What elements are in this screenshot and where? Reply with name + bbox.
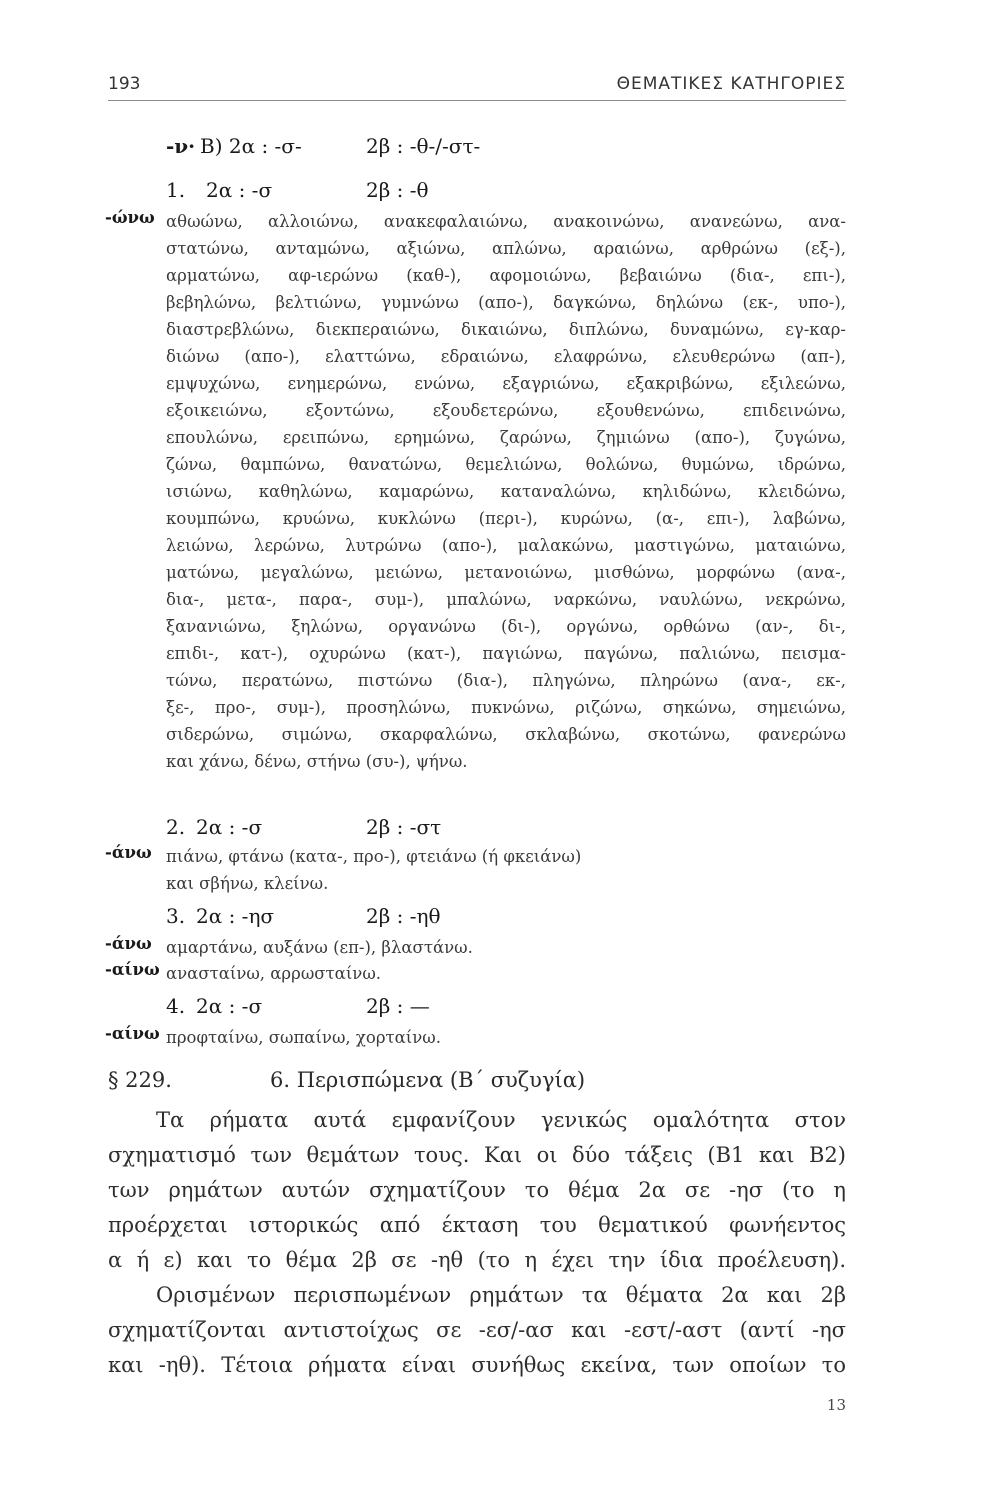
verb-line: επουλώνω, ερειπώνω, ερημώνω, ζαρώνω, ζημιώνω (απο-), ζυγώνω, xyxy=(166,428,846,447)
verb-line: τώνω, περατώνω, πιστώνω (δια-), πληγώνω, πληρώνω (ανα-, εκ-, xyxy=(166,671,846,690)
verb-line: στατώνω, ανταμώνω, αξιώνω, απλώνω, αραιώνω, αρθρώνω (εξ-), xyxy=(166,239,846,258)
group-2-ending-label: -άνω xyxy=(105,843,152,862)
heading-suffix: -ν· xyxy=(166,134,196,158)
paragraph-line: και -ηθ). Τέτοια ρήματα είναι συνήθως εκείνα, των οποίων το xyxy=(108,1353,846,1377)
group-3-number: 3. xyxy=(166,904,186,928)
verb-line: ανασταίνω, αρρωσταίνω. xyxy=(166,964,382,983)
verb-line: πιάνω, φτάνω (κατα-, προ-), φτειάνω (ή φκειάνω) xyxy=(166,847,582,866)
running-title: ΘΕΜΑΤΙΚΕΣ ΚΑΤΗΓΟΡΙΕΣ xyxy=(616,74,846,94)
verb-line: διώνω (απο-), ελαττώνω, εδραιώνω, ελαφρώνω, ελευθερώνω (απ-), xyxy=(166,347,846,366)
verb-line: προφταίνω, σωπαίνω, χορταίνω. xyxy=(166,1028,441,1047)
verb-line: και σβήνω, κλείνω. xyxy=(166,874,329,893)
paragraph-1 xyxy=(108,1103,846,1278)
group-1-ending-label: -ώνω xyxy=(105,208,155,227)
group-4-number: 4. xyxy=(166,994,186,1018)
verb-line: και χάνω, δένω, στήνω (συ-), ψήνω. xyxy=(166,752,468,771)
group-4-ending-label: -αίνω xyxy=(105,1024,160,1043)
section-title: 6. Περισπώμενα (Β΄ συζυγία) xyxy=(270,1068,586,1092)
group-4-verb-list xyxy=(166,1024,846,1051)
group-3-verb-list-2 xyxy=(166,960,846,987)
verb-line: βεβηλώνω, βελτιώνω, γυμνώνω (απο-), δαγκώνω, δηλώνω (εκ-, υπο-), xyxy=(166,293,846,312)
group-1-stem-2a: 2α : -σ xyxy=(206,178,273,202)
verb-line: ματώνω, μεγαλώνω, μειώνω, μετανοιώνω, μισθώνω, μορφώνω (ανα-, xyxy=(166,563,846,582)
group-3-ending-label-2: -αίνω xyxy=(105,960,160,979)
group-3-stem-2b: 2β : -ηθ xyxy=(366,904,441,928)
running-header xyxy=(108,74,846,101)
paragraph-2 xyxy=(108,1278,846,1383)
signature-mark: 13 xyxy=(826,1396,846,1414)
paragraph-line: Τα ρήματα αυτά εμφανίζουν γενικώς ομαλότητα στον xyxy=(156,1108,846,1132)
verb-line: λειώνω, λερώνω, λυτρώνω (απο-), μαλακώνω, μαστιγώνω, ματαιώνω, xyxy=(166,536,846,555)
verb-line: επιδι-, κατ-), οχυρώνω (κατ-), παγιώνω, παγώνω, παλιώνω, πεισμα- xyxy=(166,644,846,663)
paragraph-line: α ή ε) και το θέμα 2β σε -ηθ (το η έχει την ίδια προέλευση). xyxy=(108,1248,846,1272)
heading-class-label: Β) 2α : -σ- xyxy=(200,134,302,158)
verb-line: αθωώνω, αλλοιώνω, ανακεφαλαιώνω, ανακοινώνω, ανανεώνω, ανα- xyxy=(166,212,846,231)
group-3-verb-list-1 xyxy=(166,934,846,961)
heading-stem-2b: 2β : -θ-/-στ- xyxy=(366,134,481,158)
verb-line: ξε-, προ-, συμ-), προσηλώνω, πυκνώνω, ριζώνω, σηκώνω, σημειώνω, xyxy=(166,698,846,717)
group-4-stem-2b: 2β : — xyxy=(366,994,430,1018)
verb-line: εμψυχώνω, ενημερώνω, ενώνω, εξαγριώνω, εξακριβώνω, εξιλεώνω, xyxy=(166,374,846,393)
verb-line: εξοικειώνω, εξοντώνω, εξουδετερώνω, εξουθενώνω, επιδεινώνω, xyxy=(166,401,846,420)
group-3-stem-2a: 2α : -ησ xyxy=(196,904,275,928)
page-number: 193 xyxy=(108,74,141,94)
group-1-stem-2b: 2β : -θ xyxy=(366,178,429,202)
group-1-number: 1. xyxy=(166,178,186,202)
group-2-stem-2a: 2α : -σ xyxy=(196,815,263,839)
verb-line: ισιώνω, καθηλώνω, καμαρώνω, καταναλώνω, κηλιδώνω, κλειδώνω, xyxy=(166,482,846,501)
group-2-verb-list xyxy=(166,843,846,897)
group-4-stem-2a: 2α : -σ xyxy=(196,994,263,1018)
verb-line: δια-, μετα-, παρα-, συμ-), μπαλώνω, ναρκώνω, ναυλώνω, νεκρώνω, xyxy=(166,590,846,609)
paragraph-line: σχηματίζονται αντιστοίχως σε -εσ/-ασ και -εστ/-αστ (αντί -ησ xyxy=(108,1318,846,1342)
verb-line: αρματώνω, αφ-ιερώνω (καθ-), αφομοιώνω, βεβαιώνω (δια-, επι-), xyxy=(166,266,846,285)
verb-line: σιδερώνω, σιμώνω, σκαρφαλώνω, σκλαβώνω, σκοτώνω, φανερώνω xyxy=(166,725,846,744)
group-1-verb-list xyxy=(166,208,846,775)
verb-line: αμαρτάνω, αυξάνω (επ-), βλαστάνω. xyxy=(166,938,473,957)
verb-line: ζώνω, θαμπώνω, θανατώνω, θεμελιώνω, θολώνω, θυμώνω, ιδρώνω, xyxy=(166,455,846,474)
group-2-stem-2b: 2β : -στ xyxy=(366,815,442,839)
group-2-number: 2. xyxy=(166,815,186,839)
group-3-ending-label-1: -άνω xyxy=(105,934,152,953)
verb-line: κουμπώνω, κρυώνω, κυκλώνω (περι-), κυρώνω, (α-, επι-), λαβώνω, xyxy=(166,509,846,528)
verb-line: ξανανιώνω, ξηλώνω, οργανώνω (δι-), οργώνω, ορθώνω (αν-, δι-, xyxy=(166,617,846,636)
paragraph-line: σχηματισμό των θεμάτων τους. Και οι δύο τάξεις (Β1 και Β2) xyxy=(108,1143,846,1167)
paragraph-line: προέρχεται ιστορικώς από έκταση του θεματικού φωνήεντος xyxy=(108,1213,846,1237)
section-number: § 229. xyxy=(108,1068,172,1092)
paragraph-line: Ορισμένων περισπωμένων ρημάτων τα θέματα 2α και 2β xyxy=(156,1283,846,1307)
verb-line: διαστρεβλώνω, διεκπεραιώνω, δικαιώνω, διπλώνω, δυναμώνω, εγ-καρ- xyxy=(166,320,846,339)
paragraph-line: των ρημάτων αυτών σχηματίζουν το θέμα 2α σε -ησ (το η xyxy=(108,1178,846,1202)
